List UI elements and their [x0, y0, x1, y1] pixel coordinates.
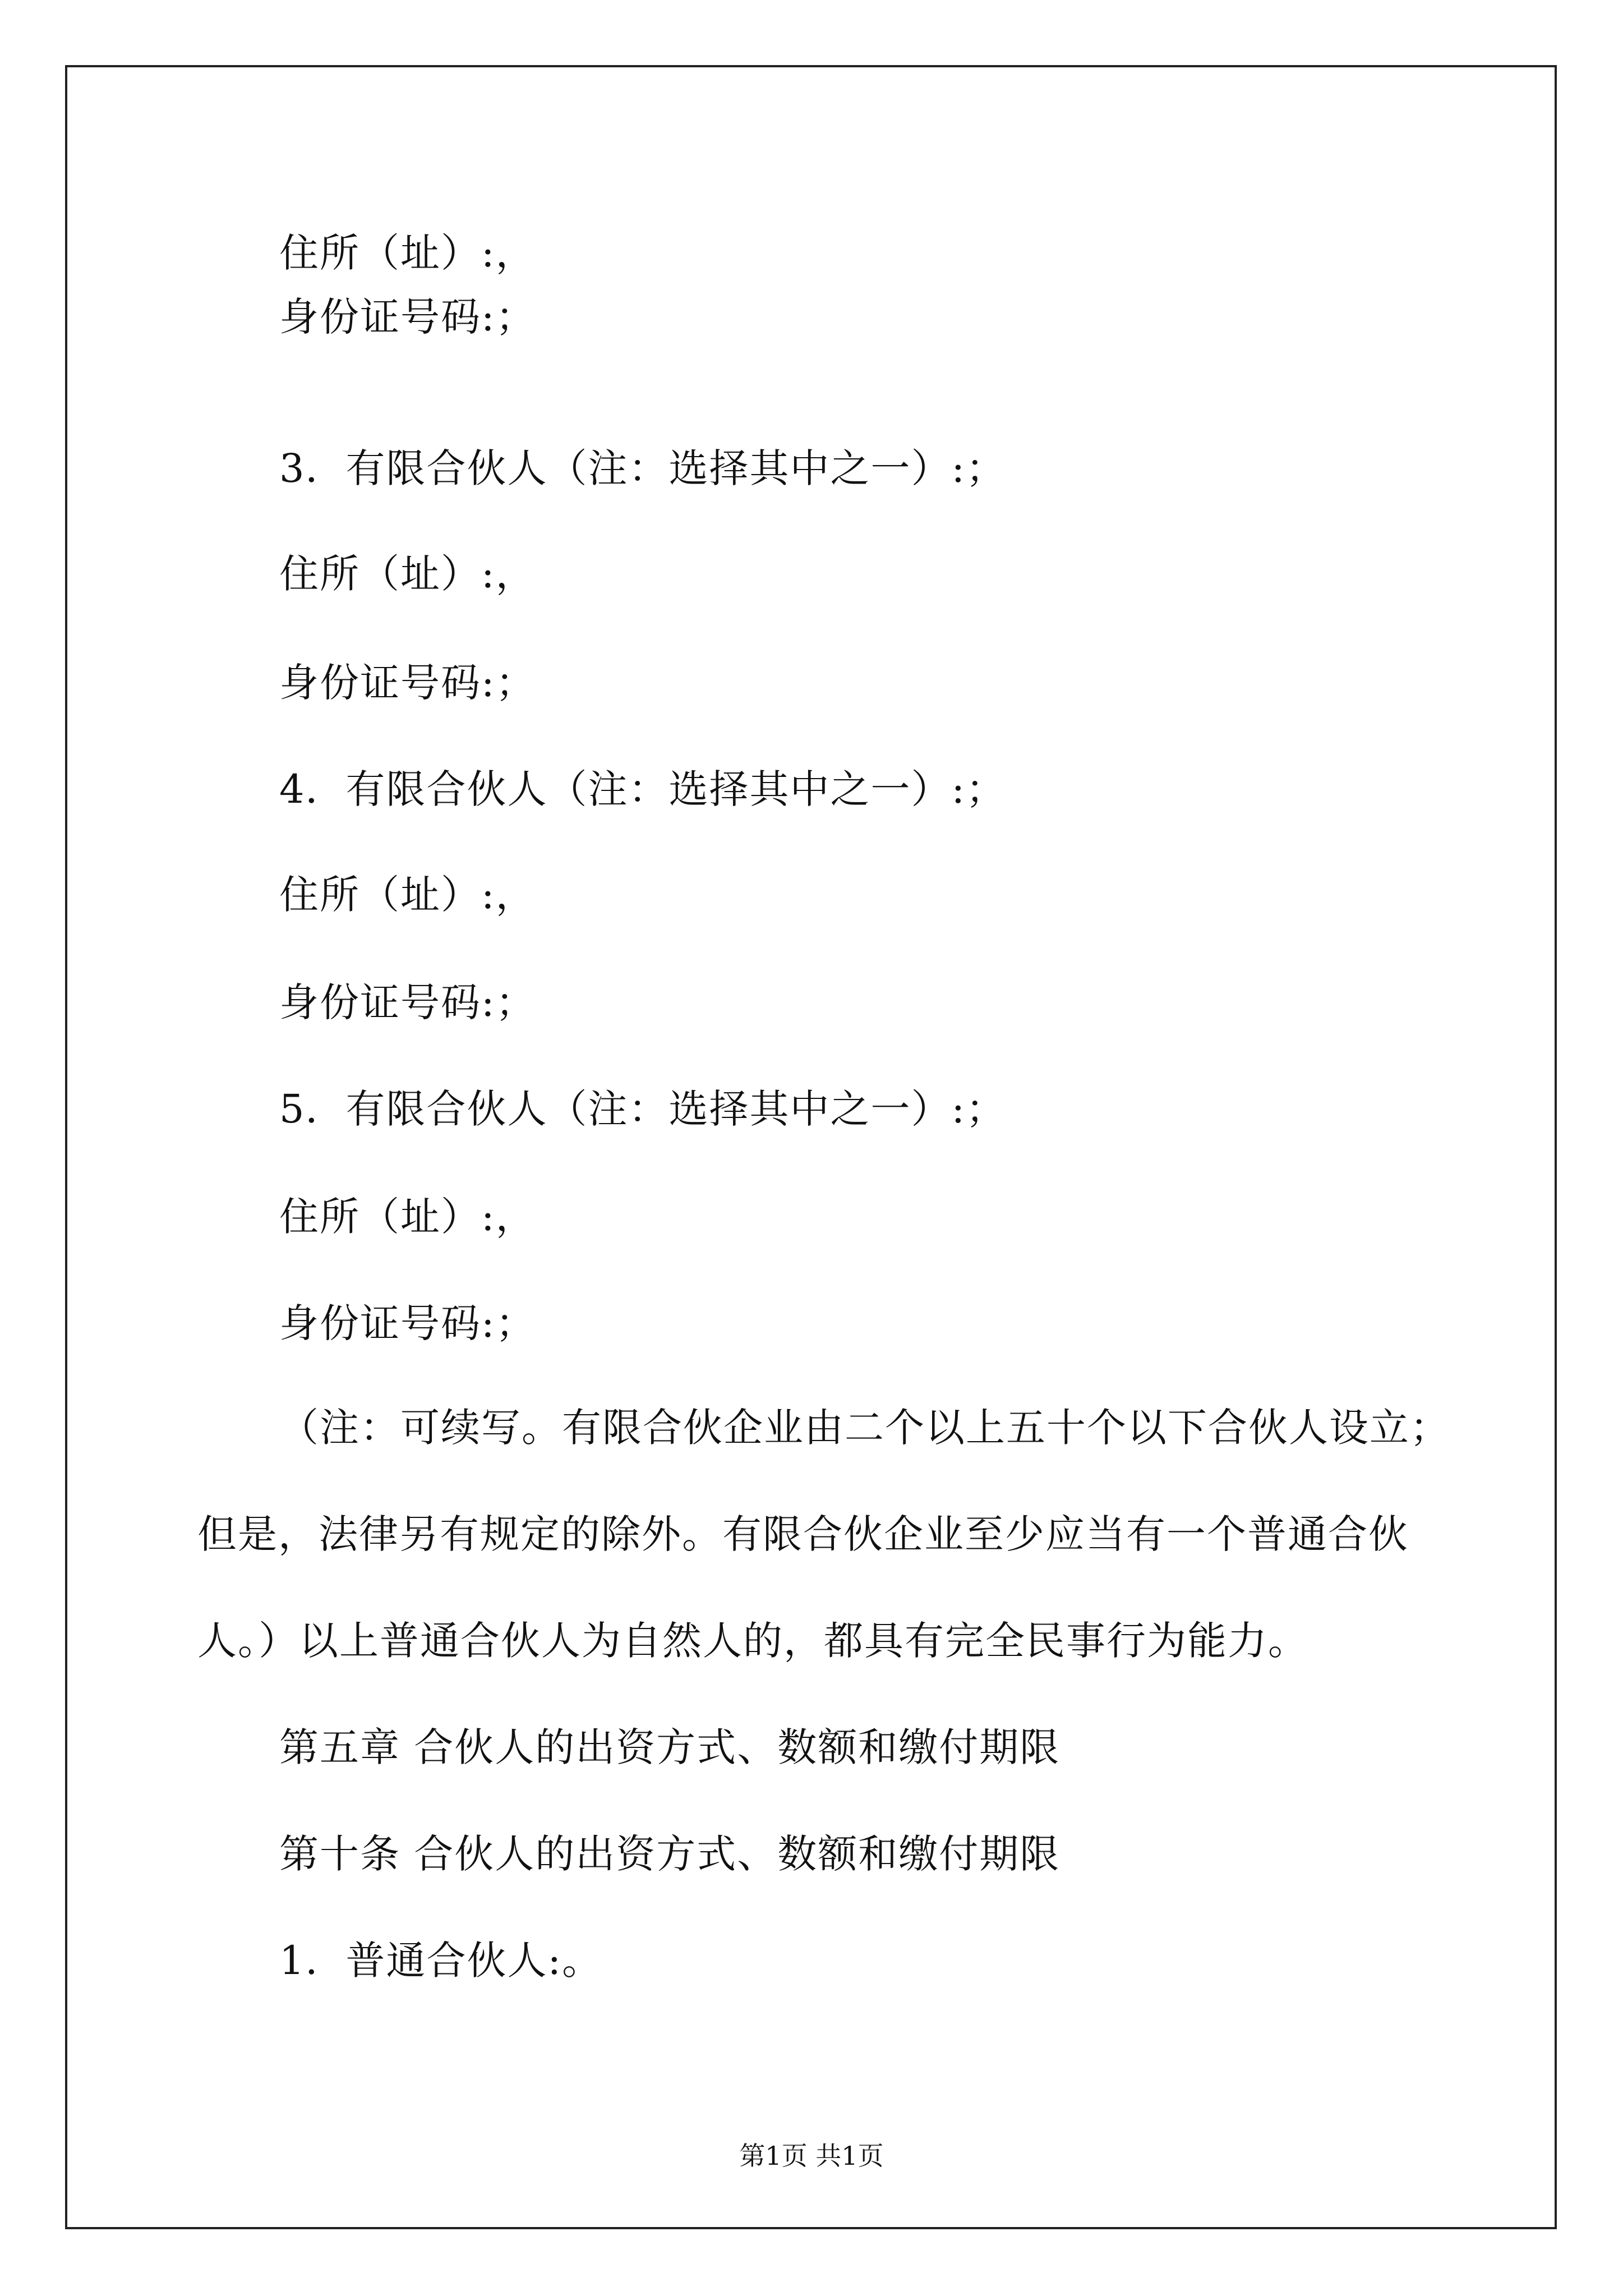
address-line: 住所（址）:， — [279, 1194, 536, 1240]
note-paragraph-line-1: （注：可续写。有限合伙企业由二个以上五十个以下合伙人设立； — [279, 1405, 1450, 1451]
id-number-line: 身份证号码:； — [279, 979, 536, 1025]
note-paragraph-line-3: 人。）以上普通合伙人为自然人的，都具有完全民事行为能力。 — [197, 1618, 1308, 1664]
id-number-line: 身份证号码:； — [279, 294, 536, 340]
note-paragraph-line-2: 但是，法律另有规定的除外。有限合伙企业至少应当有一个普通合伙 — [197, 1511, 1409, 1557]
address-line: 住所（址）:， — [279, 230, 536, 276]
page-border — [65, 65, 1557, 2229]
address-line: 住所（址）:， — [279, 551, 536, 597]
article-heading: 第十条 合伙人的出资方式、数额和缴付期限 — [279, 1831, 1061, 1877]
id-number-line: 身份证号码:； — [279, 1300, 536, 1346]
limited-partner-3: 3．有限合伙人（注：选择其中之一）:； — [279, 445, 1007, 491]
id-number-line: 身份证号码:； — [279, 660, 536, 706]
limited-partner-4: 4．有限合伙人（注：选择其中之一）:； — [279, 766, 1007, 812]
general-partner-line: 1．普通合伙人:。 — [279, 1938, 603, 1984]
limited-partner-5: 5．有限合伙人（注：选择其中之一）:； — [279, 1086, 1007, 1132]
address-line: 住所（址）:， — [279, 872, 536, 918]
page-number-footer: 第1页 共1页 — [739, 2141, 884, 2171]
chapter-heading: 第五章 合伙人的出资方式、数额和缴付期限 — [279, 1724, 1061, 1770]
